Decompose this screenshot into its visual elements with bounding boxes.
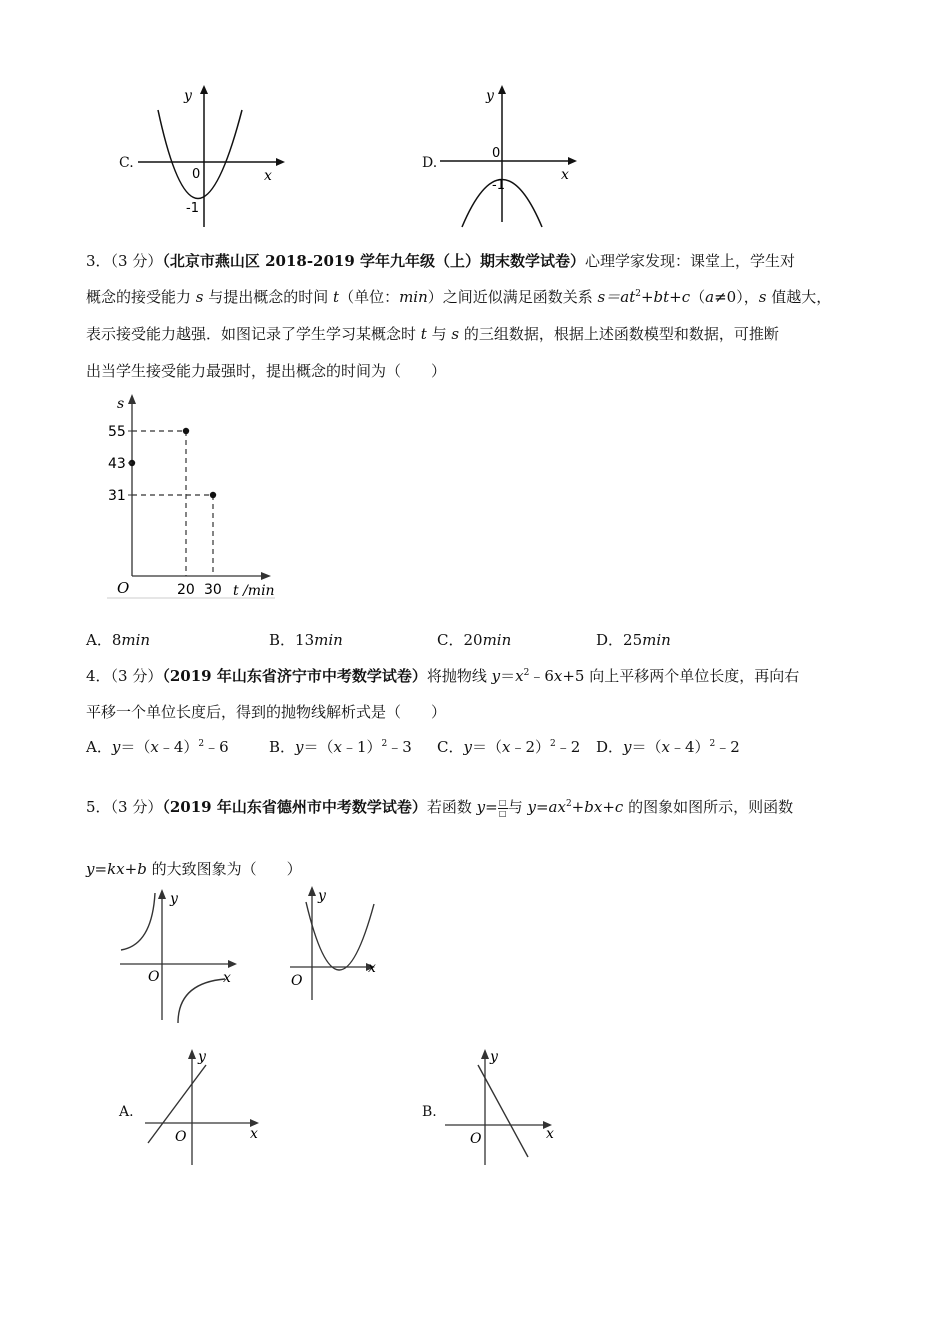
origin-label: O xyxy=(291,973,303,989)
x-axis-label: x xyxy=(250,1126,258,1142)
arrow-right-icon xyxy=(228,960,237,968)
origin-label: 0 xyxy=(192,167,201,182)
q3-number: 3． xyxy=(86,252,111,270)
arrow-up-icon xyxy=(200,85,208,94)
graph-c xyxy=(138,82,288,232)
x-axis-label: x xyxy=(368,960,376,976)
arrow-up-icon xyxy=(308,886,316,896)
x-axis-label: x xyxy=(546,1126,554,1142)
option-d-label: D. xyxy=(422,155,438,171)
q4-line2: 平移一个单位长度后，得到的抛物线解析式是（ ） xyxy=(86,703,447,721)
graph-d xyxy=(440,82,590,232)
q3-text: 心理学家发现：课堂上，学生对 xyxy=(585,252,796,270)
origin-label: O xyxy=(148,969,160,985)
y-axis-label: y xyxy=(486,88,494,104)
y-tick-label: 55 xyxy=(108,424,126,440)
q3-score: （3 分） xyxy=(110,252,163,270)
y-axis-label: y xyxy=(170,891,178,907)
option-c-label: C. xyxy=(119,155,134,171)
q3-line1 xyxy=(86,251,795,271)
origin-label: O xyxy=(175,1129,187,1145)
hyperbola-branch-upper xyxy=(121,893,155,950)
chart-y-label: s xyxy=(117,396,125,412)
q4-option-b[interactable]: B．y＝（x﹣1）$^2$﹣3 xyxy=(269,738,412,756)
x-axis-label: x xyxy=(264,168,272,184)
q4-source: （2019 年山东省济宁市中考数学试卷） xyxy=(162,667,427,685)
q3-chart xyxy=(105,390,285,605)
y-axis-label: y xyxy=(318,888,326,904)
y-axis-label: y xyxy=(184,88,192,104)
q5-score: （3 分） xyxy=(110,798,163,816)
q4-line1: 4．（3 分）（2019 年山东省济宁市中考数学试卷）将抛物线 $y=x^2﹣6x+5$ 向上平移两个单位长度，再向右 xyxy=(86,667,800,685)
q3-option-d[interactable]: D．25min xyxy=(596,631,671,649)
q5-option-a-label[interactable]: A. xyxy=(119,1104,134,1120)
y-axis-label: y xyxy=(490,1049,498,1065)
arrow-up-icon xyxy=(158,889,166,899)
q5-option-b-graph[interactable] xyxy=(440,1045,570,1170)
q5-parabola-graph xyxy=(288,882,388,1002)
chart-origin: O xyxy=(117,579,130,597)
arrow-right-icon xyxy=(261,572,271,580)
q3-option-a[interactable]: A．8min xyxy=(86,631,151,649)
origin-label: O xyxy=(470,1131,482,1147)
q3-source: （北京市燕山区 2018-2019 学年九年级（上）期末数学试卷） xyxy=(162,252,586,270)
data-point xyxy=(210,492,216,498)
arrow-right-icon xyxy=(276,158,285,166)
q3-line2: 概念的接受能力 s 与提出概念的时间 t（单位：min）之间近似满足函数关系 $s=at^2+bt+c(a\ne 0)$，s 值越大， xyxy=(86,288,832,306)
x-tick-label: 20 xyxy=(177,582,195,598)
origin-label: 0 xyxy=(492,146,501,161)
q4-option-a[interactable]: A．y＝（x﹣4）$^2$﹣6 xyxy=(86,738,229,756)
arrow-up-icon xyxy=(481,1049,489,1059)
x-axis-label: x xyxy=(561,167,569,183)
q3-formula: s＝at xyxy=(597,288,636,306)
x-tick-label: 30 xyxy=(204,582,222,598)
y-intercept-label: -1 xyxy=(186,201,199,216)
parabola-up xyxy=(158,110,242,199)
y-tick-label: 31 xyxy=(108,488,126,504)
q4-option-d[interactable]: D．y＝（x﹣4）$^2$﹣2 xyxy=(596,738,740,756)
q4-number: 4． xyxy=(86,667,111,685)
parabola-up xyxy=(306,902,374,970)
q3-option-b[interactable]: B．13min xyxy=(269,631,343,649)
q5-number: 5． xyxy=(86,798,111,816)
data-point xyxy=(183,428,189,434)
hyperbola-branch-lower xyxy=(178,979,225,1023)
q4-option-c[interactable]: C．y＝（x﹣2）$^2$﹣2 xyxy=(437,738,581,756)
q3-line3: 表示接受能力越强．如图记录了学生学习某概念时 t 与 s 的三组数据，根据上述函数模型和数据，可推断 xyxy=(86,325,779,343)
y-tick-label: 43 xyxy=(108,456,126,472)
q5-option-b-label[interactable]: B. xyxy=(422,1104,437,1120)
q5-hyperbola-graph xyxy=(115,885,245,1030)
y-intercept-label: -1 xyxy=(492,178,505,193)
x-axis-label: x xyxy=(223,970,231,986)
q3-option-c[interactable]: C．20min xyxy=(437,631,512,649)
q5-line2: y=kx+b 的大致图象为（ ） xyxy=(86,860,302,878)
q3-line4: 出当学生接受能力最强时，提出概念的时间为（ ） xyxy=(86,362,447,380)
arrow-up-icon xyxy=(188,1049,196,1059)
q5-option-a-graph[interactable] xyxy=(140,1045,270,1170)
y-axis-label: y xyxy=(198,1049,206,1065)
fraction: $\frac{□}{□}$ xyxy=(498,797,507,818)
chart-x-label: t /min xyxy=(233,583,275,599)
arrow-up-icon xyxy=(128,394,136,404)
q5-line1: 5．（3 分）（2019 年山东省德州市中考数学试卷）若函数 y= $\frac{□}{□}$ 与 $y=ax^2+bx+c$ 的图象如图所示，则函数 xyxy=(86,797,794,818)
q4-score: （3 分） xyxy=(110,667,163,685)
arrow-right-icon xyxy=(568,157,577,165)
q5-source: （2019 年山东省德州市中考数学试卷） xyxy=(162,798,427,816)
arrow-up-icon xyxy=(498,85,506,94)
